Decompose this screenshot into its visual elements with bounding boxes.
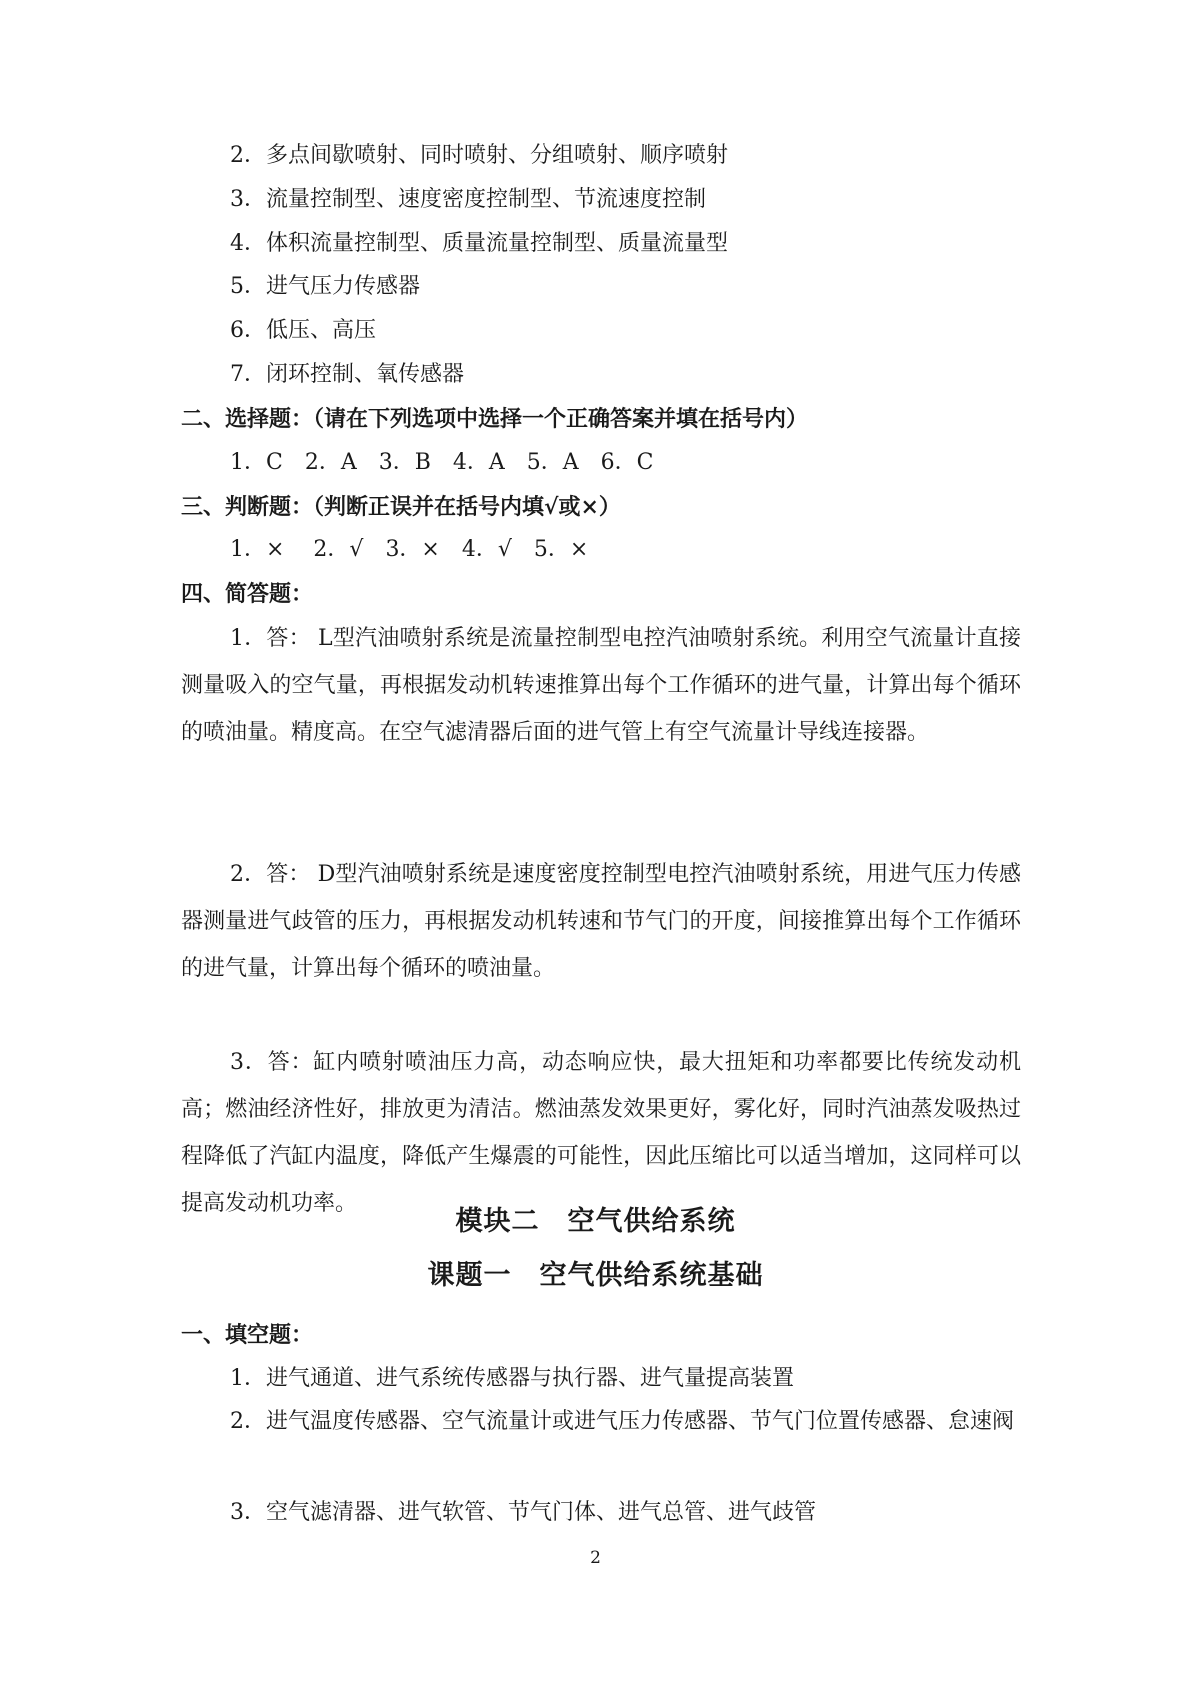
fill-blank-answer-2: 2．进气温度传感器、空气流量计或进气压力传感器、节气门位置传感器、怠速阀 <box>230 1409 1014 1434</box>
fill-answer-4: 4．体积流量控制型、质量流量控制型、质量流量型 <box>230 231 728 256</box>
judge-heading: 三、判断题：（判断正误并在括号内填√或×） <box>181 494 621 520</box>
fill-blank-heading: 一、填空题： <box>181 1322 314 1348</box>
short-answer-3: 3．答：缸内喷射喷油压力高，动态响应快，最大扭矩和功率都要比传统发动机高；燃油经济性好，排放更为清洁。燃油蒸发效果更好，雾化好，同时汽油蒸发吸热过程降低了汽缸内温度，降低产生爆震的可能性，因此压缩比可以适当增加，这同样可以提高发动机功率。 <box>181 1050 1021 1216</box>
short-answer-2: 2．答： D型汽油喷射系统是速度密度控制型电控汽油喷射系统，用进气压力传感器测量进气歧管的压力，再根据发动机转速和节气门的开度，间接推算出每个工作循环的进气量，计算出每个循环的喷油量。 <box>181 862 1021 981</box>
judge-answers: 1．× 2．√ 3．× 4．√ 5．× <box>230 537 589 562</box>
choice-heading: 二、选择题：（请在下列选项中选择一个正确答案并填在括号内） <box>181 406 809 432</box>
page-number: 2 <box>590 1548 601 1568</box>
fill-answer-2: 2．多点间歇喷射、同时喷射、分组喷射、顺序喷射 <box>230 143 728 168</box>
choice-answers: 1．C 2．A 3．B 4．A 5．A 6．C <box>230 450 654 475</box>
fill-answer-6: 6．低压、高压 <box>230 318 376 343</box>
short-answer-1: 1．答： L型汽油喷射系统是流量控制型电控汽油喷射系统。利用空气流量计直接测量吸入的空气量，再根据发动机转速推算出每个工作循环的进气量，计算出每个循环的喷油量。精度高。在空气滤清器后面的进气管上有空气流量计导线连接器。 <box>181 626 1021 745</box>
module-title: 模块二 空气供给系统 <box>455 1206 736 1237</box>
topic-title: 课题一 空气供给系统基础 <box>427 1260 764 1291</box>
short-answer-heading: 四、简答题： <box>181 581 314 607</box>
fill-answer-7: 7．闭环控制、氧传感器 <box>230 362 464 387</box>
fill-blank-answer-3: 3．空气滤清器、进气软管、节气门体、进气总管、进气歧管 <box>230 1500 816 1525</box>
fill-blank-answer-1: 1．进气通道、进气系统传感器与执行器、进气量提高装置 <box>230 1366 794 1391</box>
fill-answer-3: 3．流量控制型、速度密度控制型、节流速度控制 <box>230 187 706 212</box>
fill-answer-5: 5．进气压力传感器 <box>230 274 420 299</box>
